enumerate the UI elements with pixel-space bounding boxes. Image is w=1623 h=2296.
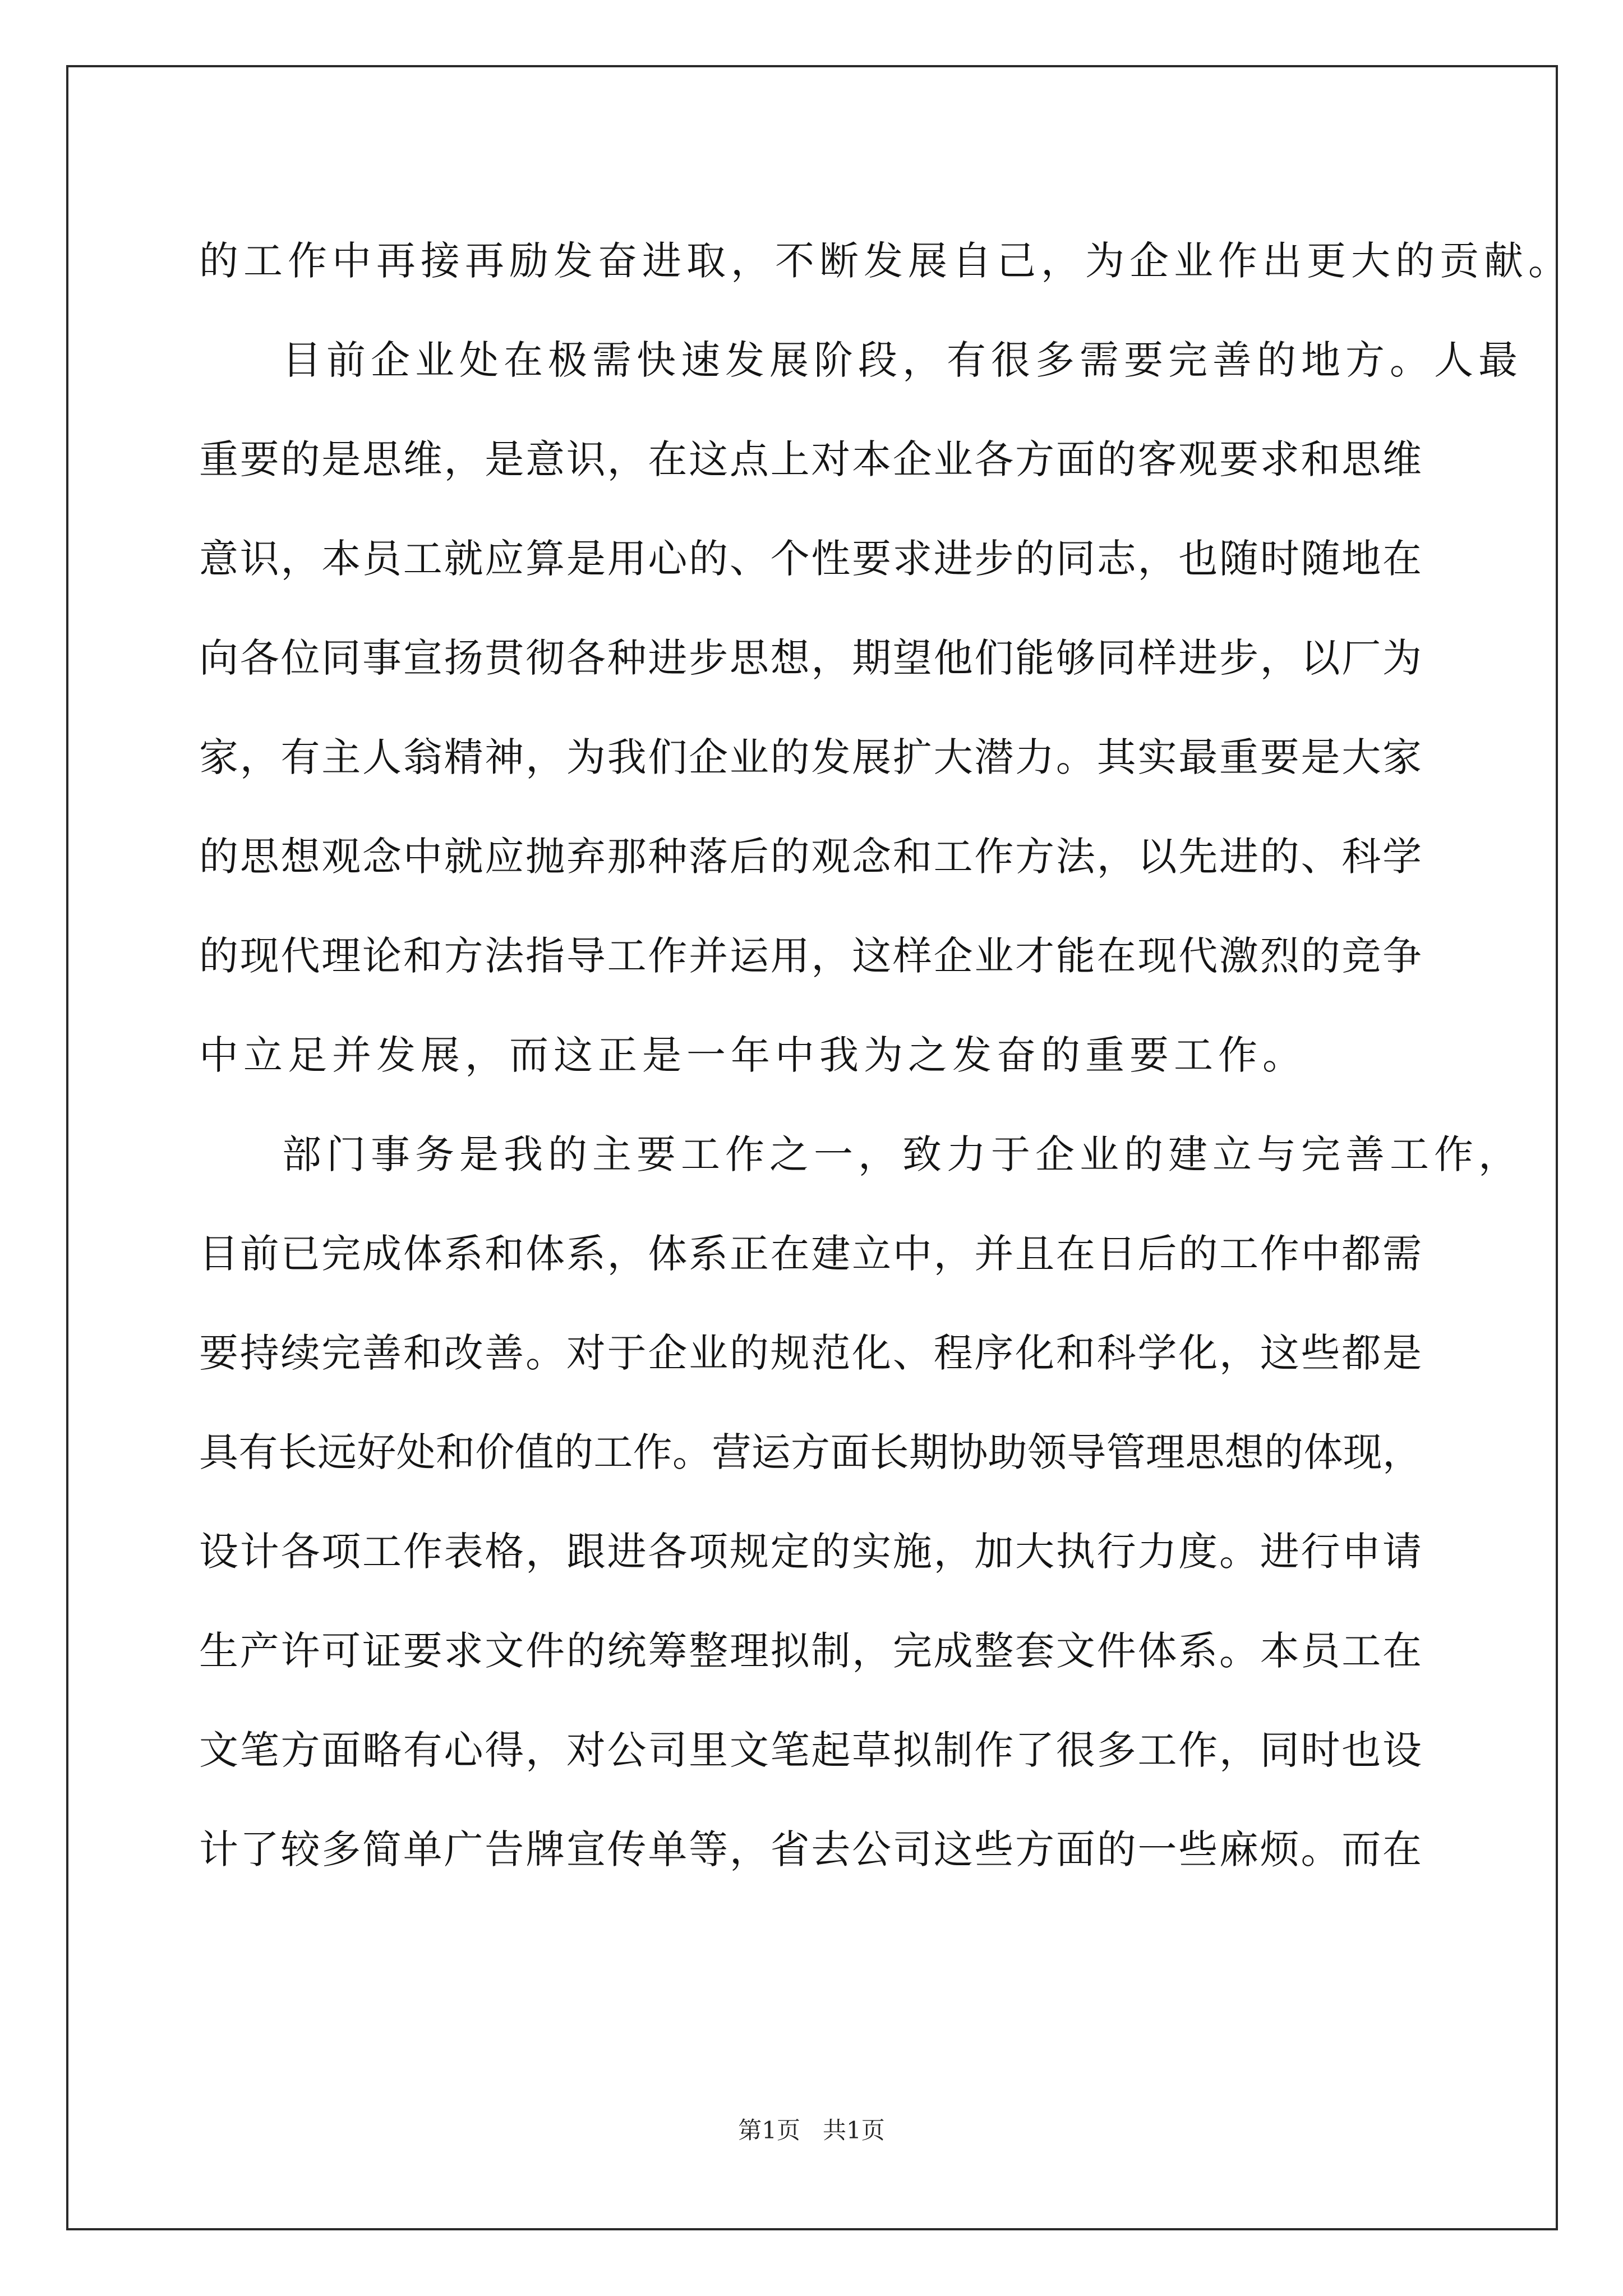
text-line: 家，有主人翁精神，为我们企业的发展扩大潜力。其实最重要是大家 [199,734,1422,780]
text-line: 计了较多简单广告牌宣传单等，省去公司这些方面的一些麻烦。而在 [199,1826,1422,1872]
text-line: 文笔方面略有心得，对公司里文笔起草拟制作了很多工作，同时也设 [199,1727,1422,1773]
text-line: 中立足并发展，而这正是一年中我为之发奋的重要工作。 [199,1032,1307,1078]
text-line: 部门事务是我的主要工作之一，致力于企业的建立与完善工作， [282,1131,1523,1177]
text-line: 具有长远好处和价值的工作。营运方面长期协助领导管理思想的体现， [199,1429,1422,1475]
text-line: 意识，本员工就应算是用心的、个性要求进步的同志，也随时随地在 [199,536,1422,582]
text-line: 的工作中再接再励发奋进取，不断发展自己，为企业作出更大的贡献。 [199,238,1573,284]
document-body [199,211,1573,1899]
text-line: 目前企业处在极需快速发展阶段，有很多需要完善的地方。人最 [282,337,1523,383]
text-line: 的现代理论和方法指导工作并运用，这样企业才能在现代激烈的竞争 [199,933,1422,979]
text-line: 的思想观念中就应抛弃那种落后的观念和工作方法，以先进的、科学 [199,834,1422,880]
text-line: 向各位同事宣扬贯彻各种进步思想，期望他们能够同样进步，以厂为 [199,635,1422,681]
page-number-footer: 第1页 共1页 [738,2116,885,2144]
text-line: 要持续完善和改善。对于企业的规范化、程序化和科学化，这些都是 [199,1330,1422,1376]
text-line: 生产许可证要求文件的统筹整理拟制，完成整套文件体系。本员工在 [199,1628,1422,1674]
text-line: 目前已完成体系和体系，体系正在建立中，并且在日后的工作中都需 [199,1231,1422,1277]
text-line: 设计各项工作表格，跟进各项规定的实施，加大执行力度。进行申请 [199,1529,1422,1575]
text-line: 重要的是思维，是意识，在这点上对本企业各方面的客观要求和思维 [199,436,1422,482]
